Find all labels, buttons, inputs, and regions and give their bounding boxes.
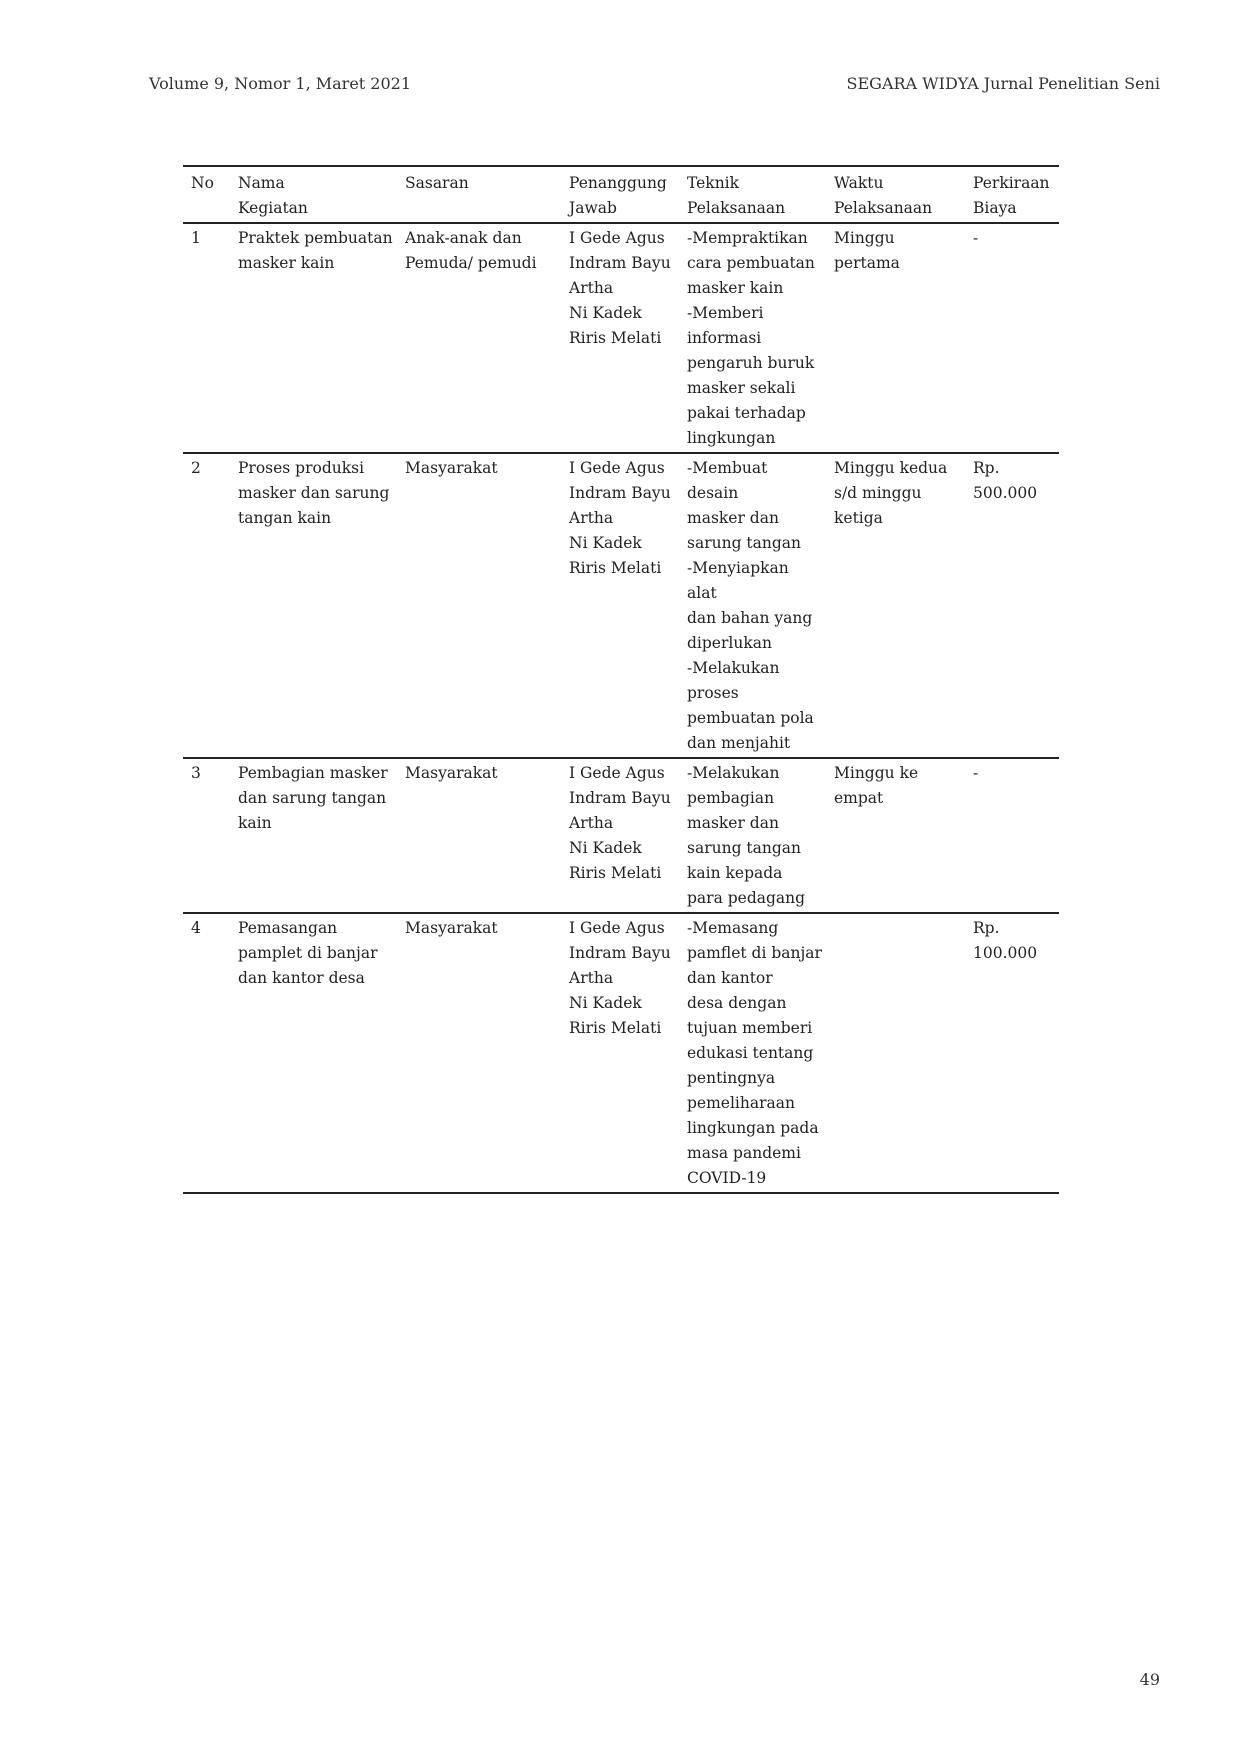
- cell-perkiraan-biaya: Rp. 500.000: [965, 453, 1059, 758]
- table-row: [183, 223, 1059, 453]
- column-header-penanggung-jawab: Penanggung Jawab: [561, 166, 679, 223]
- cell-teknik-pelaksanaan: -Melakukan pembagian masker dan sarung tangan kain kepada para pedagang: [679, 758, 826, 913]
- column-header-teknik-pelaksanaan: Teknik Pelaksanaan: [679, 166, 826, 223]
- cell-no: 1: [183, 223, 230, 453]
- cell-no: 2: [183, 453, 230, 758]
- cell-sasaran: Masyarakat: [397, 758, 561, 913]
- table-header-row: [183, 166, 1059, 223]
- activity-table: [183, 165, 1059, 1194]
- table-row: [183, 913, 1059, 1193]
- running-header-journal: SEGARA WIDYA Jurnal Penelitian Seni: [846, 74, 1160, 93]
- column-header-waktu-pelaksanaan: Waktu Pelaksanaan: [826, 166, 965, 223]
- cell-penanggung-jawab: I Gede Agus Indram Bayu Artha Ni Kadek Riris Melati: [561, 758, 679, 913]
- table-row: [183, 758, 1059, 913]
- cell-perkiraan-biaya: -: [965, 758, 1059, 913]
- cell-teknik-pelaksanaan: -Memasang pamflet di banjar dan kantor desa dengan tujuan memberi edukasi tentang pentingnya pemeliharaan lingkungan pada masa pandemi COVID-19: [679, 913, 826, 1193]
- cell-perkiraan-biaya: -: [965, 223, 1059, 453]
- cell-nama-kegiatan: Praktek pembuatan masker kain: [230, 223, 397, 453]
- running-header-volume: Volume 9, Nomor 1, Maret 2021: [149, 74, 412, 93]
- cell-perkiraan-biaya: Rp. 100.000: [965, 913, 1059, 1193]
- table-row: [183, 453, 1059, 758]
- cell-no: 4: [183, 913, 230, 1193]
- cell-waktu-pelaksanaan: Minggu ke empat: [826, 758, 965, 913]
- cell-nama-kegiatan: Pembagian masker dan sarung tangan kain: [230, 758, 397, 913]
- cell-teknik-pelaksanaan: -Membuat desain masker dan sarung tangan -Menyiapkan alat dan bahan yang diperlukan -Melakukan proses pembuatan pola dan menjahit: [679, 453, 826, 758]
- cell-waktu-pelaksanaan: Minggu kedua s/d minggu ketiga: [826, 453, 965, 758]
- cell-sasaran: Masyarakat: [397, 453, 561, 758]
- cell-nama-kegiatan: Pemasangan pamplet di banjar dan kantor desa: [230, 913, 397, 1193]
- cell-waktu-pelaksanaan: Minggu pertama: [826, 223, 965, 453]
- column-header-no: No: [183, 166, 230, 223]
- cell-penanggung-jawab: I Gede Agus Indram Bayu Artha Ni Kadek Riris Melati: [561, 223, 679, 453]
- cell-no: 3: [183, 758, 230, 913]
- cell-penanggung-jawab: I Gede Agus Indram Bayu Artha Ni Kadek Riris Melati: [561, 453, 679, 758]
- page-number: 49: [1139, 1670, 1160, 1689]
- column-header-nama-kegiatan: Nama Kegiatan: [230, 166, 397, 223]
- cell-penanggung-jawab: I Gede Agus Indram Bayu Artha Ni Kadek Riris Melati: [561, 913, 679, 1193]
- cell-sasaran: Anak-anak dan Pemuda/ pemudi: [397, 223, 561, 453]
- column-header-perkiraan-biaya: Perkiraan Biaya: [965, 166, 1059, 223]
- cell-teknik-pelaksanaan: -Mempraktikan cara pembuatan masker kain -Memberi informasi pengaruh buruk masker sekali pakai terhadap lingkungan: [679, 223, 826, 453]
- cell-nama-kegiatan: Proses produksi masker dan sarung tangan kain: [230, 453, 397, 758]
- column-header-sasaran: Sasaran: [397, 166, 561, 223]
- cell-sasaran: Masyarakat: [397, 913, 561, 1193]
- cell-waktu-pelaksanaan: [826, 913, 965, 1193]
